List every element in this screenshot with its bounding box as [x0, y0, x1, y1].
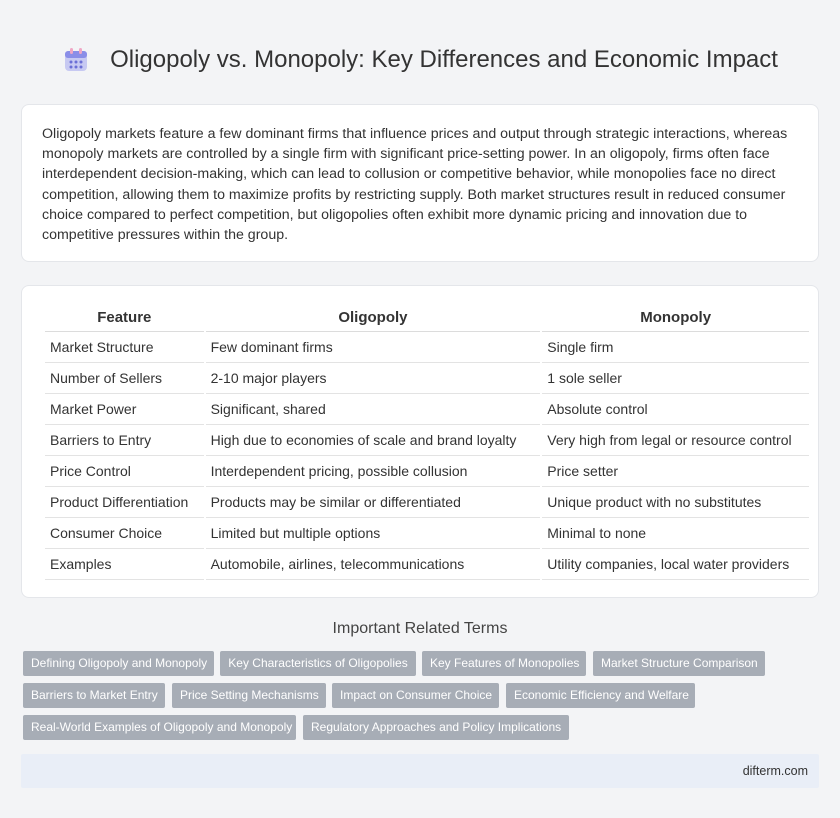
table-row: [45, 394, 809, 425]
oligopoly-cell: Limited but multiple options: [206, 518, 541, 549]
feature-cell: Market Power: [45, 394, 204, 425]
oligopoly-cell: High due to economies of scale and brand loyalty: [206, 425, 541, 456]
table-row: [45, 549, 809, 580]
related-tag-consumer-choice[interactable]: Impact on Consumer Choice: [332, 683, 499, 708]
related-tag-price-setting[interactable]: Price Setting Mechanisms: [172, 683, 326, 708]
calendar-grid-icon: [62, 46, 90, 74]
oligopoly-cell: Significant, shared: [206, 394, 541, 425]
related-tag-efficiency[interactable]: Economic Efficiency and Welfare: [506, 683, 695, 708]
related-tag-regulation[interactable]: Regulatory Approaches and Policy Implications: [303, 715, 569, 740]
related-tag-monopoly-features[interactable]: Key Features of Monopolies: [422, 651, 586, 676]
monopoly-cell: Very high from legal or resource control: [542, 425, 809, 456]
oligopoly-cell: Products may be similar or differentiated: [206, 487, 541, 518]
feature-cell: Examples: [45, 549, 204, 580]
feature-cell: Barriers to Entry: [45, 425, 204, 456]
oligopoly-cell: 2-10 major players: [206, 363, 541, 394]
related-tag-market-structure[interactable]: Market Structure Comparison: [593, 651, 765, 676]
feature-cell: Consumer Choice: [45, 518, 204, 549]
table-row: [45, 456, 809, 487]
oligopoly-cell: Few dominant firms: [206, 332, 541, 363]
comparison-table: [43, 303, 811, 580]
monopoly-cell: Absolute control: [542, 394, 809, 425]
monopoly-cell: 1 sole seller: [542, 363, 809, 394]
related-tag-barriers[interactable]: Barriers to Market Entry: [23, 683, 165, 708]
feature-cell: Product Differentiation: [45, 487, 204, 518]
table-row: [45, 332, 809, 363]
table-row: [45, 425, 809, 456]
feature-cell: Number of Sellers: [45, 363, 204, 394]
table-row: [45, 363, 809, 394]
title-row: [0, 40, 840, 80]
monopoly-cell: Utility companies, local water providers: [542, 549, 809, 580]
related-terms-heading: Important Related Terms: [332, 620, 508, 637]
table-header-row: [45, 303, 809, 332]
monopoly-cell: Single firm: [542, 332, 809, 363]
monopoly-cell: Minimal to none: [542, 518, 809, 549]
header-feature: Feature: [45, 303, 204, 332]
table-row: [45, 487, 809, 518]
related-tag-oligopoly-characteristics[interactable]: Key Characteristics of Oligopolies: [220, 651, 416, 676]
feature-cell: Market Structure: [45, 332, 204, 363]
header-monopoly: Monopoly: [542, 303, 809, 332]
related-tag-defining[interactable]: Defining Oligopoly and Monopoly: [23, 651, 214, 676]
oligopoly-cell: Interdependent pricing, possible collusion: [206, 456, 541, 487]
intro-card: [21, 104, 819, 262]
monopoly-cell: Unique product with no substitutes: [542, 487, 809, 518]
footer-site-link[interactable]: difterm.com: [742, 764, 808, 778]
header-oligopoly: Oligopoly: [206, 303, 541, 332]
table-row: [45, 518, 809, 549]
footer-bar: [21, 754, 819, 788]
related-tag-examples[interactable]: Real-World Examples of Oligopoly and Monopoly: [23, 715, 296, 740]
page-title: Oligopoly vs. Monopoly: Key Differences and Economic Impact: [110, 46, 778, 73]
intro-paragraph: Oligopoly markets feature a few dominant firms that influence prices and output through strategic interactions, whereas monopoly markets are controlled by a single firm with significant price-setting power. In an oligopoly, firms often face interdependent decision-making, which can lead to collusion or competitive behavior, while monopolies face no direct competition, allowing them to maximize profits by restricting supply. Both market structures result in reduced consumer choice compared to perfect competition, but oligopolies often exhibit more dynamic pricing and innovation due to competitive pressures within the group.: [42, 126, 788, 244]
oligopoly-cell: Automobile, airlines, telecommunications: [206, 549, 541, 580]
comparison-card: [21, 285, 819, 598]
feature-cell: Price Control: [45, 456, 204, 487]
page-header: [0, 0, 840, 118]
monopoly-cell: Price setter: [542, 456, 809, 487]
